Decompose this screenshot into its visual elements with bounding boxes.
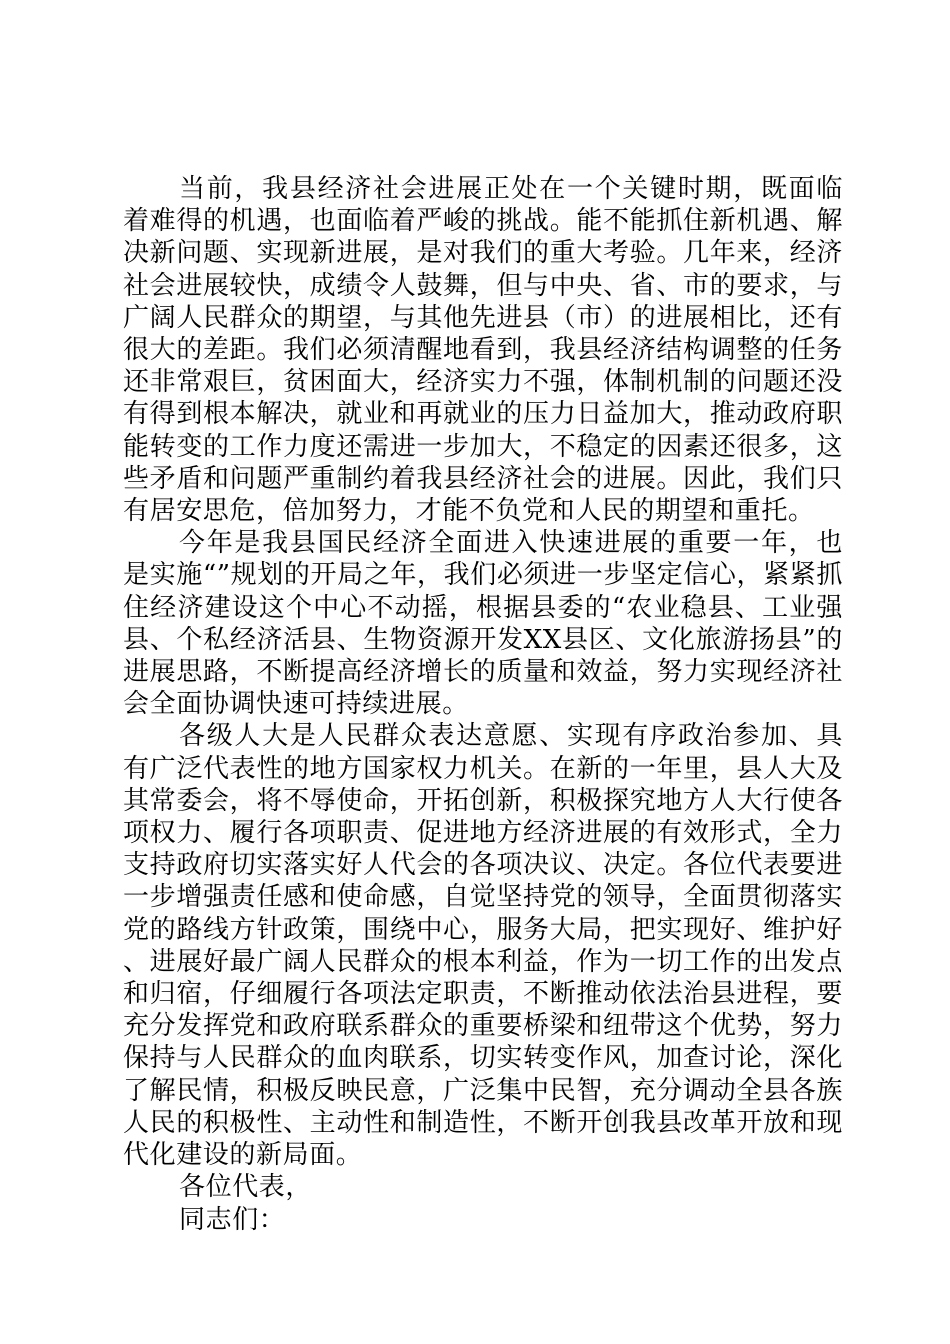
paragraph-2: 今年是我县国民经济全面进入快速进展的重要一年，也是实施“”规划的开局之年，我们必须进一步坚定信心，紧紧抓住经济建设这个中心不动摇，根据县委的“农业稳县、工业强县、个私经济活县、生物资源开发XX县区、文化旅游扬县”的进展思路，不断提高经济增长的质量和效益，努力实现经济社会全面协调快速可持续进展。: [123, 528, 843, 720]
paragraph-3: 各级人大是人民群众表达意愿、实现有序政治参加、具有广泛代表性的地方国家权力机关。在新的一年里，县人大及其常委会，将不辱使命，开拓创新，积极探究地方人大行使各项权力、履行各项职责、促进地方经济进展的有效形式，全力支持政府切实落实好人代会的各项决议、决定。各位代表要进一步增强责任感和使命感，自觉坚持党的领导，全面贯彻落实党的路线方针政策，围绕中心，服务大局，把实现好、维护好、进展好最广阔人民群众的根本利益，作为一切工作的出发点和归宿，仔细履行各项法定职责，不断推动依法治县进程，要充分发挥党和政府联系群众的重要桥梁和纽带这个优势，努力保持与人民群众的血肉联系，切实转变作风，加查讨论，深化了解民情，积极反映民意，广泛集中民智，充分调动全县各族人民的积极性、主动性和制造性，不断开创我县改革开放和现代化建设的新局面。: [123, 721, 843, 1171]
salutation-comrades: 同志们：: [179, 1204, 286, 1235]
document-body: [123, 173, 843, 1236]
salutation-representatives: 各位代表，: [179, 1172, 313, 1203]
paragraph-1: 当前，我县经济社会进展正处在一个关键时期，既面临着难得的机遇，也面临着严峻的挑战。能不能抓住新机遇、解决新问题、实现新进展，是对我们的重大考验。几年来，经济社会进展较快，成绩令人鼓舞，但与中央、省、市的要求，与广阔人民群众的期望，与其他先进县（市）的进展相比，还有很大的差距。我们必须清醒地看到，我县经济结构调整的任务还非常艰巨，贫困面大，经济实力不强，体制机制的问题还没有得到根本解决，就业和再就业的压力日益加大，推动政府职能转变的工作力度还需进一步加大，不稳定的因素还很多，这些矛盾和问题严重制约着我县经济社会的进展。因此，我们只有居安思危，倍加努力，才能不负党和人民的期望和重托。: [123, 174, 843, 527]
